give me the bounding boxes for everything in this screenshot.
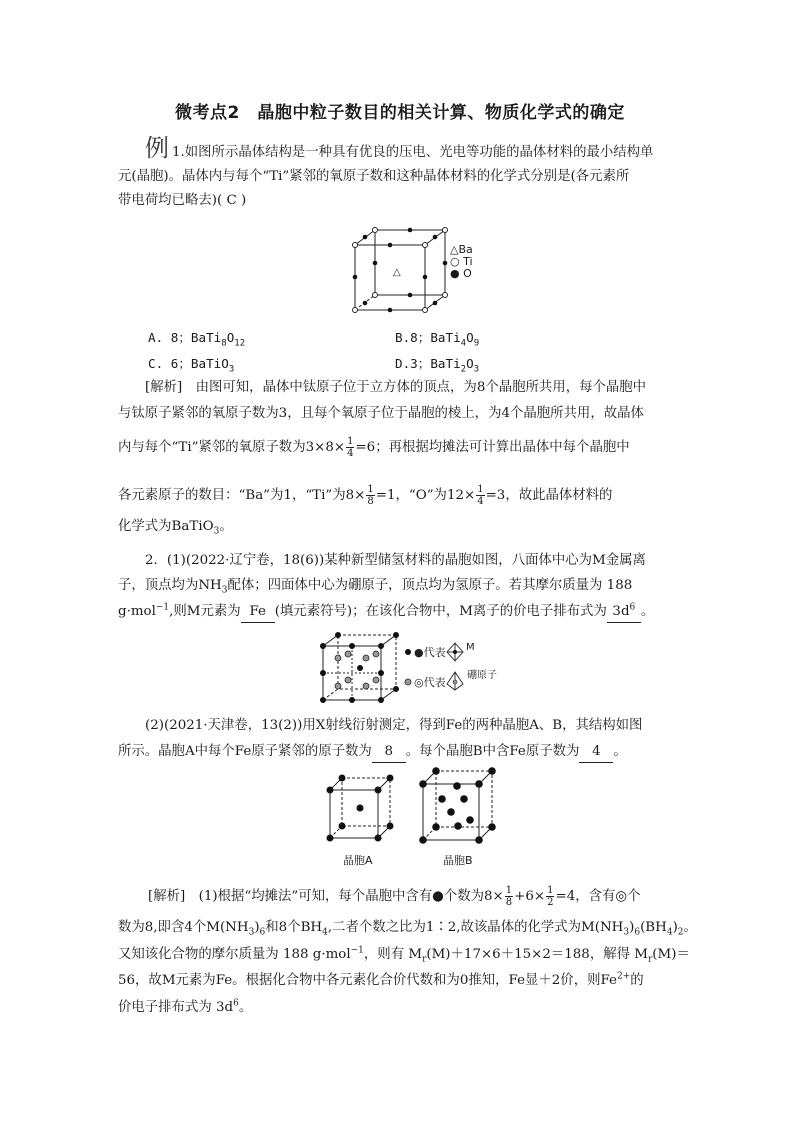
option-d[interactable]: D.3；$BaTi_2O_3$: [395, 356, 480, 375]
answer-fe[interactable]: Fe: [241, 602, 275, 623]
legend-rep-m: ●代表: [414, 646, 446, 659]
q1-legend: [450, 244, 473, 280]
storage-cell-figure: [318, 632, 400, 704]
analysis1-line3: 内与每个“Ti”紧邻的氧原子数为3×8× $\frac{1}{4}$ =6；再根据均摊法可计算出晶体中每个晶胞中: [118, 436, 630, 459]
caption-cell-b: 晶胞B: [443, 854, 473, 867]
legend-o: ● O: [450, 267, 472, 280]
ba-center-mark: △: [393, 267, 401, 278]
analysis1-line4: 各元素原子的数目：“Ba”为1，“Ti”为8× $\frac{1}{8}$ =1，“O”为12× $\frac{1}{4}$ =3，故此晶体材料的: [118, 484, 613, 507]
q2-part2-line1: (2)(2021·天津卷，13(2))用X射线衍射测定，得到Fe的两种晶胞A、B，其结构如图: [145, 718, 643, 733]
option-b[interactable]: B.8；$BaTi_4O_9$: [395, 330, 480, 349]
legend-m: M: [466, 642, 475, 653]
answer-3d6[interactable]: $3d^6$: [607, 602, 641, 623]
option-a[interactable]: A. 8；$BaTi_8O_{12}$: [148, 330, 246, 349]
answer-4[interactable]: 4: [579, 742, 613, 763]
fe-cell-a-figure: [325, 772, 395, 842]
answer-8[interactable]: 8: [372, 742, 406, 763]
analysis1-line5: 化学式为BaTiO$_3$。: [118, 519, 233, 537]
analysis2-line4: 56，故M元素为Fe。根据化合物中各元素化合价代数和为0推知，Fe显＋2价，则$Fe^{2+}$的: [118, 971, 644, 988]
storage-legend: [403, 640, 513, 696]
analysis1-line2: 与钛原子紧邻的氧原子数为3，且每个氧原子位于晶胞的棱上，为4个晶胞所共用，故晶体: [118, 406, 644, 421]
cube-back-face: [375, 230, 445, 295]
legend-ba: △Ba: [450, 243, 473, 256]
q1-line1: 1.如图所示晶体结构是一种具有优良的压电、光电等功能的晶体材料的最小结构单: [172, 145, 654, 160]
q1-line3: 带电荷均已略去)( C ): [118, 193, 247, 208]
analysis2-line2: 数为8,即含4个$M(NH_3)_6$和8个$BH_4$,二者个数之比为1∶2,故该晶体的化学式为$M(NH_3)_6(BH_4)_2$。: [118, 920, 697, 938]
q1-line2: 元(晶胞)。晶体内与每个“Ti”紧邻的氧原子数和这种晶体材料的化学式分别是(各元素所: [118, 169, 630, 184]
option-c[interactable]: C. 6；BaTiO$_3$: [148, 356, 235, 375]
legend-rep-b: ◎代表: [414, 676, 446, 689]
legend-boron: 硼原子: [467, 670, 497, 681]
q2-line2: 子，顶点均为$NH_3$配体；四面体中心为硼原子，顶点均为氢原子。若其摩尔质量为 188: [118, 578, 633, 596]
analysis2-line5: 价电子排布式为 $3d^6$。: [118, 998, 253, 1015]
section-title: 微考点2 晶胞中粒子数目的相关计算、物质化学式的确定: [175, 103, 625, 123]
q2-part2-line2: 所示。晶胞A中每个Fe原子紧邻的原子数为 8 。每个晶胞B中含Fe原子数为 4 。: [118, 742, 627, 763]
m-centers: [320, 632, 399, 703]
boron-centers: [335, 651, 379, 689]
caption-cell-a: 晶胞A: [343, 854, 373, 867]
legend-ti: ○ Ti: [450, 255, 473, 268]
analysis2-line3: 又知该化合物的摩尔质量为 188 g·mol$^{-1}$，则有 $M_r(M)+17\times 6+15\times 2=188$，解得 $M_r(M)=$: [118, 945, 690, 965]
q2-line3: g·mol$^{-1}$,则M元素为 Fe (填元素符号)；在该化合物中，M离子的价电子排布式为 $3d^6$ 。: [118, 602, 654, 623]
example-mark: 例: [145, 134, 169, 162]
analysis1-line1: [解析] 由图可知，晶体中钛原子位于立方体的顶点，为8个晶胞所共用，每个晶胞中: [145, 380, 647, 395]
cube-front-face: [355, 245, 425, 310]
analysis2-line1: [解析] (1)根据“均摊法”可知，每个晶胞中含有●个数为8× $\frac{1}{8}$ +6× $\frac{1}{2}$ =4，含有◎个: [148, 885, 641, 908]
fe-cell-b-figure: [418, 766, 498, 844]
q2-line1: 2．(1)(2022·辽宁卷，18(6))某种新型储氢材料的晶胞如图，八面体中心为M金属离: [145, 553, 646, 568]
